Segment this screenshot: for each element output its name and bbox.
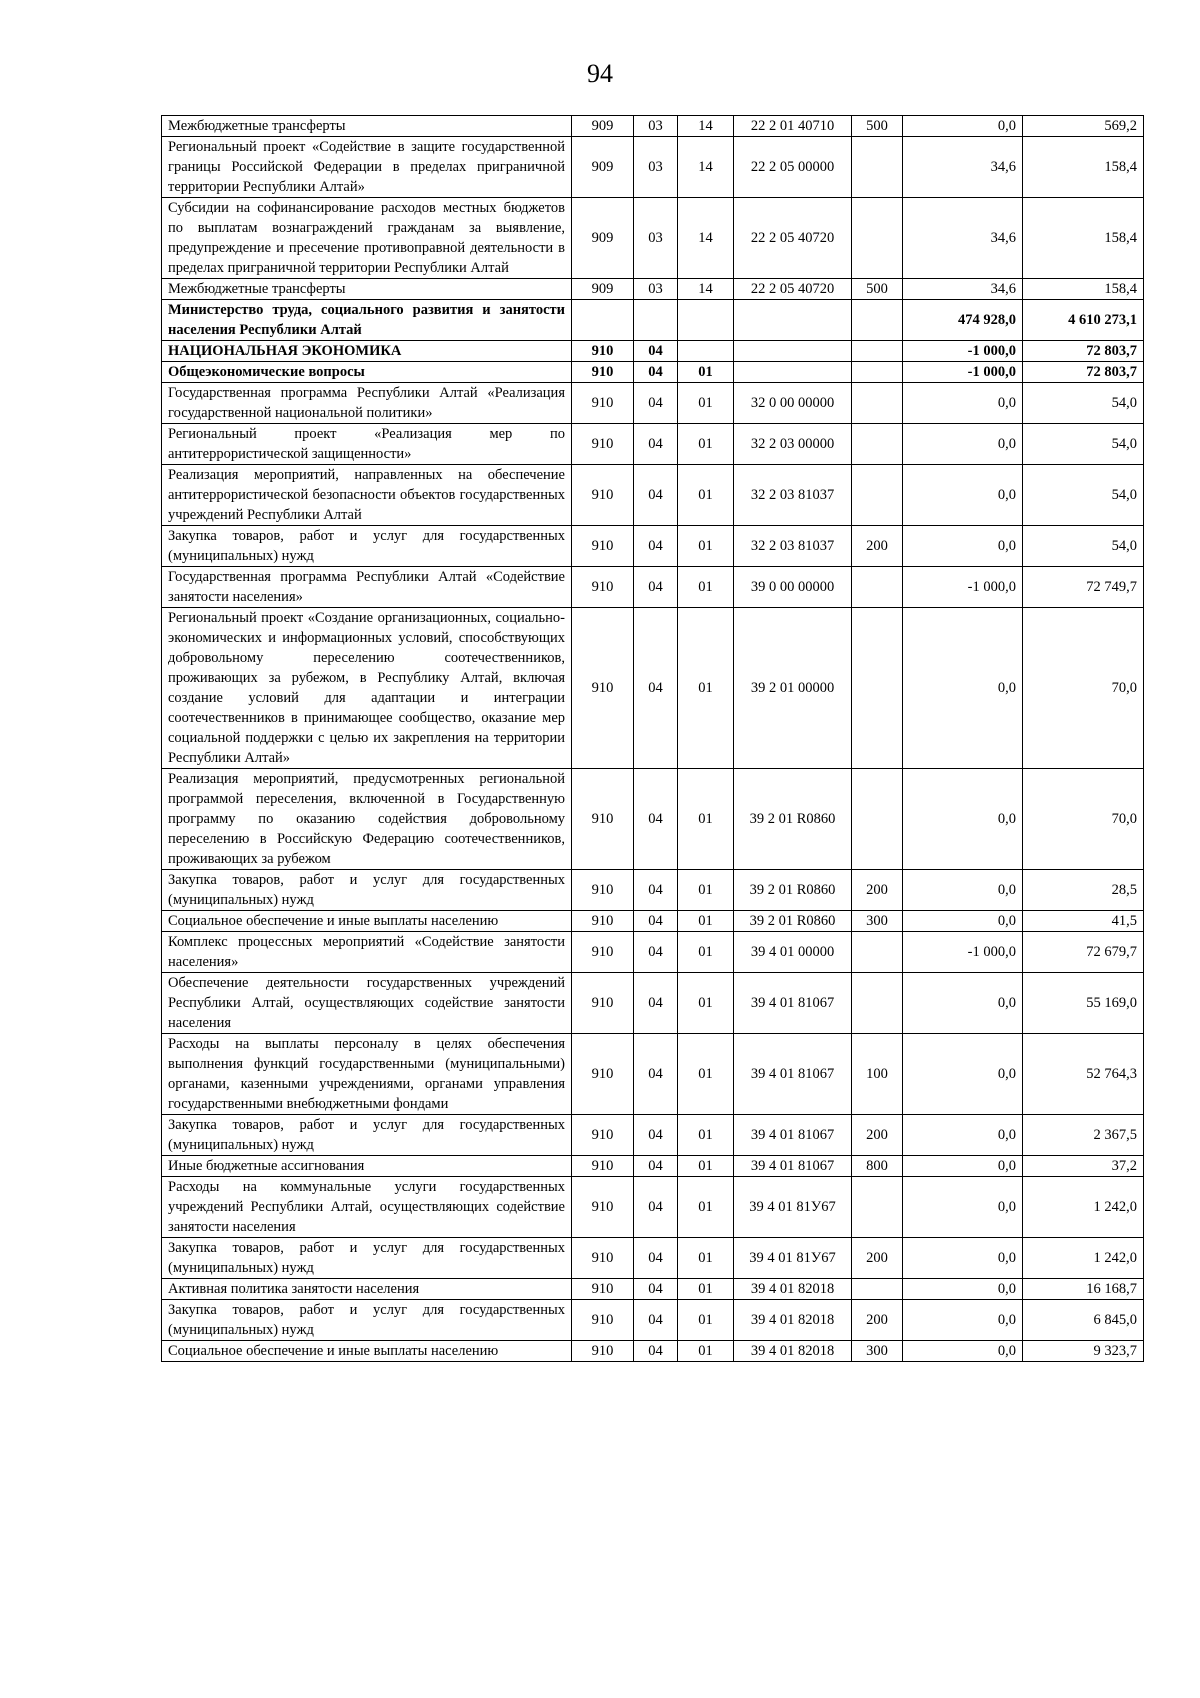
subsection-code-cell: 01 xyxy=(678,1115,734,1156)
amount-change-cell: 0,0 xyxy=(903,424,1023,465)
row-name-cell: Расходы на выплаты персоналу в целях обеспечения выполнения функций государственными (муниципальными) органами, казенными учреждениями, органами управления государственными внебюджетными фондами xyxy=(162,1034,572,1115)
amount-total-cell: 55 169,0 xyxy=(1023,973,1144,1034)
amount-change-cell: 0,0 xyxy=(903,1156,1023,1177)
subsection-code-cell: 01 xyxy=(678,1341,734,1362)
amount-change-cell: 0,0 xyxy=(903,1341,1023,1362)
section-code-cell: 04 xyxy=(634,1341,678,1362)
table-row xyxy=(162,300,1144,341)
subsection-code-cell: 01 xyxy=(678,424,734,465)
expense-type-code-cell xyxy=(852,137,903,198)
ministry-code-cell: 910 xyxy=(572,341,634,362)
row-name-cell: Общеэкономические вопросы xyxy=(162,362,572,383)
amount-change-cell: 0,0 xyxy=(903,1279,1023,1300)
amount-total-cell: 52 764,3 xyxy=(1023,1034,1144,1115)
amount-total-cell: 54,0 xyxy=(1023,465,1144,526)
expense-type-code-cell xyxy=(852,608,903,769)
expense-type-code-cell xyxy=(852,1177,903,1238)
section-code-cell: 03 xyxy=(634,198,678,279)
target-item-code-cell: 39 4 01 82018 xyxy=(734,1341,852,1362)
ministry-code-cell: 910 xyxy=(572,526,634,567)
table-row xyxy=(162,465,1144,526)
table-row xyxy=(162,567,1144,608)
subsection-code-cell: 01 xyxy=(678,362,734,383)
row-name-cell: Региональный проект «Содействие в защите государственной границы Российской Федерации в пределах приграничной территории Республики Алтай» xyxy=(162,137,572,198)
ministry-code-cell: 910 xyxy=(572,911,634,932)
target-item-code-cell: 22 2 05 40720 xyxy=(734,198,852,279)
amount-change-cell: 0,0 xyxy=(903,1177,1023,1238)
subsection-code-cell: 01 xyxy=(678,608,734,769)
table-row xyxy=(162,424,1144,465)
section-code-cell: 04 xyxy=(634,1115,678,1156)
expense-type-code-cell xyxy=(852,973,903,1034)
section-code-cell: 04 xyxy=(634,383,678,424)
table-row xyxy=(162,526,1144,567)
expense-type-code-cell: 200 xyxy=(852,526,903,567)
row-name-cell: Реализация мероприятий, направленных на обеспечение антитеррористической безопасности объектов государственных учреждений Республики Алтай xyxy=(162,465,572,526)
amount-change-cell: 0,0 xyxy=(903,465,1023,526)
row-name-cell: Государственная программа Республики Алтай «Содействие занятости населения» xyxy=(162,567,572,608)
budget-table xyxy=(161,115,1144,1362)
table-row xyxy=(162,198,1144,279)
row-name-cell: Региональный проект «Реализация мер по антитеррористической защищенности» xyxy=(162,424,572,465)
expense-type-code-cell: 100 xyxy=(852,1034,903,1115)
row-name-cell: Расходы на коммунальные услуги государственных учреждений Республики Алтай, осуществляющих содействие занятости населения xyxy=(162,1177,572,1238)
ministry-code-cell: 910 xyxy=(572,1034,634,1115)
table-row xyxy=(162,870,1144,911)
row-name-cell: Закупка товаров, работ и услуг для государственных (муниципальных) нужд xyxy=(162,1115,572,1156)
target-item-code-cell: 39 4 01 82018 xyxy=(734,1300,852,1341)
expense-type-code-cell xyxy=(852,769,903,870)
expense-type-code-cell: 300 xyxy=(852,1341,903,1362)
ministry-code-cell: 909 xyxy=(572,137,634,198)
amount-total-cell: 54,0 xyxy=(1023,383,1144,424)
target-item-code-cell: 22 2 05 00000 xyxy=(734,137,852,198)
section-code-cell: 04 xyxy=(634,362,678,383)
ministry-code-cell: 910 xyxy=(572,1341,634,1362)
expense-type-code-cell xyxy=(852,567,903,608)
row-name-cell: Закупка товаров, работ и услуг для государственных (муниципальных) нужд xyxy=(162,526,572,567)
section-code-cell: 04 xyxy=(634,608,678,769)
section-code-cell: 04 xyxy=(634,870,678,911)
amount-change-cell: 0,0 xyxy=(903,973,1023,1034)
row-name-cell: Комплекс процессных мероприятий «Содействие занятости населения» xyxy=(162,932,572,973)
row-name-cell: Обеспечение деятельности государственных учреждений Республики Алтай, осуществляющих содействие занятости населения xyxy=(162,973,572,1034)
section-code-cell: 04 xyxy=(634,341,678,362)
expense-type-code-cell xyxy=(852,383,903,424)
subsection-code-cell: 01 xyxy=(678,1279,734,1300)
target-item-code-cell: 32 2 03 81037 xyxy=(734,465,852,526)
target-item-code-cell: 39 4 01 82018 xyxy=(734,1279,852,1300)
amount-change-cell: 0,0 xyxy=(903,911,1023,932)
target-item-code-cell: 39 2 01 R0860 xyxy=(734,769,852,870)
section-code-cell: 04 xyxy=(634,1034,678,1115)
amount-change-cell: 0,0 xyxy=(903,1034,1023,1115)
ministry-code-cell: 909 xyxy=(572,279,634,300)
amount-total-cell: 70,0 xyxy=(1023,608,1144,769)
subsection-code-cell: 01 xyxy=(678,870,734,911)
section-code-cell: 04 xyxy=(634,424,678,465)
amount-change-cell: 0,0 xyxy=(903,116,1023,137)
target-item-code-cell: 22 2 01 40710 xyxy=(734,116,852,137)
ministry-code-cell: 910 xyxy=(572,1300,634,1341)
section-code-cell: 04 xyxy=(634,526,678,567)
target-item-code-cell: 32 2 03 00000 xyxy=(734,424,852,465)
table-row xyxy=(162,137,1144,198)
target-item-code-cell: 32 0 00 00000 xyxy=(734,383,852,424)
table-row xyxy=(162,911,1144,932)
subsection-code-cell: 14 xyxy=(678,116,734,137)
amount-change-cell: 34,6 xyxy=(903,279,1023,300)
row-name-cell: Закупка товаров, работ и услуг для государственных (муниципальных) нужд xyxy=(162,1300,572,1341)
section-code-cell: 04 xyxy=(634,1156,678,1177)
table-row xyxy=(162,973,1144,1034)
row-name-cell: Активная политика занятости населения xyxy=(162,1279,572,1300)
ministry-code-cell: 910 xyxy=(572,424,634,465)
table-row xyxy=(162,932,1144,973)
page-number: 94 xyxy=(587,59,613,88)
section-code-cell: 04 xyxy=(634,932,678,973)
section-code-cell: 04 xyxy=(634,1300,678,1341)
table-row xyxy=(162,1034,1144,1115)
table-row xyxy=(162,1177,1144,1238)
section-code-cell: 04 xyxy=(634,973,678,1034)
target-item-code-cell: 39 2 01 00000 xyxy=(734,608,852,769)
amount-change-cell: 34,6 xyxy=(903,198,1023,279)
amount-total-cell: 569,2 xyxy=(1023,116,1144,137)
target-item-code-cell: 39 4 01 81У67 xyxy=(734,1238,852,1279)
target-item-code-cell: 39 4 01 81067 xyxy=(734,1156,852,1177)
ministry-code-cell: 910 xyxy=(572,1279,634,1300)
amount-total-cell: 28,5 xyxy=(1023,870,1144,911)
subsection-code-cell: 01 xyxy=(678,383,734,424)
expense-type-code-cell: 500 xyxy=(852,279,903,300)
target-item-code-cell: 39 0 00 00000 xyxy=(734,567,852,608)
amount-total-cell: 2 367,5 xyxy=(1023,1115,1144,1156)
amount-change-cell: 0,0 xyxy=(903,526,1023,567)
table-row xyxy=(162,1300,1144,1341)
section-code-cell: 03 xyxy=(634,137,678,198)
row-name-cell: Межбюджетные трансферты xyxy=(162,279,572,300)
section-code-cell: 04 xyxy=(634,1177,678,1238)
row-name-cell: Закупка товаров, работ и услуг для государственных (муниципальных) нужд xyxy=(162,1238,572,1279)
table-row xyxy=(162,1238,1144,1279)
ministry-code-cell: 910 xyxy=(572,973,634,1034)
subsection-code-cell: 01 xyxy=(678,465,734,526)
expense-type-code-cell: 200 xyxy=(852,1238,903,1279)
subsection-code-cell: 01 xyxy=(678,1300,734,1341)
target-item-code-cell: 39 4 01 81067 xyxy=(734,973,852,1034)
amount-total-cell: 16 168,7 xyxy=(1023,1279,1144,1300)
expense-type-code-cell xyxy=(852,300,903,341)
target-item-code-cell: 39 2 01 R0860 xyxy=(734,911,852,932)
amount-change-cell: -1 000,0 xyxy=(903,362,1023,383)
subsection-code-cell: 14 xyxy=(678,198,734,279)
ministry-code-cell: 910 xyxy=(572,567,634,608)
ministry-code-cell: 910 xyxy=(572,769,634,870)
table-row xyxy=(162,769,1144,870)
table-row xyxy=(162,341,1144,362)
ministry-code-cell: 910 xyxy=(572,1115,634,1156)
ministry-code-cell: 910 xyxy=(572,608,634,769)
amount-total-cell: 1 242,0 xyxy=(1023,1177,1144,1238)
target-item-code-cell xyxy=(734,300,852,341)
section-code-cell: 03 xyxy=(634,116,678,137)
amount-change-cell: 0,0 xyxy=(903,1300,1023,1341)
amount-total-cell: 72 803,7 xyxy=(1023,362,1144,383)
section-code-cell: 04 xyxy=(634,769,678,870)
table-row xyxy=(162,383,1144,424)
table-row xyxy=(162,1115,1144,1156)
expense-type-code-cell: 200 xyxy=(852,870,903,911)
amount-total-cell: 41,5 xyxy=(1023,911,1144,932)
subsection-code-cell: 01 xyxy=(678,1177,734,1238)
target-item-code-cell: 39 4 01 81067 xyxy=(734,1034,852,1115)
row-name-cell: Социальное обеспечение и иные выплаты населению xyxy=(162,1341,572,1362)
expense-type-code-cell xyxy=(852,341,903,362)
amount-total-cell: 158,4 xyxy=(1023,279,1144,300)
row-name-cell: Межбюджетные трансферты xyxy=(162,116,572,137)
section-code-cell: 04 xyxy=(634,911,678,932)
amount-change-cell: 0,0 xyxy=(903,870,1023,911)
subsection-code-cell: 01 xyxy=(678,769,734,870)
row-name-cell: Государственная программа Республики Алтай «Реализация государственной национальной политики» xyxy=(162,383,572,424)
section-code-cell: 04 xyxy=(634,567,678,608)
amount-total-cell: 72 679,7 xyxy=(1023,932,1144,973)
ministry-code-cell: 910 xyxy=(572,870,634,911)
target-item-code-cell: 22 2 05 40720 xyxy=(734,279,852,300)
subsection-code-cell: 01 xyxy=(678,911,734,932)
subsection-code-cell xyxy=(678,341,734,362)
expense-type-code-cell xyxy=(852,932,903,973)
amount-total-cell: 72 749,7 xyxy=(1023,567,1144,608)
table-row xyxy=(162,1279,1144,1300)
amount-total-cell: 54,0 xyxy=(1023,526,1144,567)
ministry-code-cell: 910 xyxy=(572,1238,634,1279)
target-item-code-cell: 39 4 01 81У67 xyxy=(734,1177,852,1238)
table-row xyxy=(162,116,1144,137)
target-item-code-cell xyxy=(734,362,852,383)
expense-type-code-cell xyxy=(852,362,903,383)
expense-type-code-cell: 200 xyxy=(852,1115,903,1156)
target-item-code-cell xyxy=(734,341,852,362)
subsection-code-cell: 01 xyxy=(678,932,734,973)
section-code-cell: 04 xyxy=(634,465,678,526)
amount-total-cell: 9 323,7 xyxy=(1023,1341,1144,1362)
ministry-code-cell xyxy=(572,300,634,341)
amount-change-cell: 0,0 xyxy=(903,608,1023,769)
amount-change-cell: 34,6 xyxy=(903,137,1023,198)
amount-change-cell: -1 000,0 xyxy=(903,567,1023,608)
row-name-cell: Субсидии на софинансирование расходов местных бюджетов по выплатам вознаграждений гражданам за выявление, предупреждение и пресечение противоправной деятельности в пределах приграничной территории Республики Алтай xyxy=(162,198,572,279)
section-code-cell: 04 xyxy=(634,1238,678,1279)
ministry-code-cell: 910 xyxy=(572,1156,634,1177)
ministry-code-cell: 910 xyxy=(572,932,634,973)
expense-type-code-cell: 300 xyxy=(852,911,903,932)
ministry-code-cell: 910 xyxy=(572,465,634,526)
row-name-cell: Реализация мероприятий, предусмотренных региональной программой переселения, включенной в Государственную программу по оказанию содействия добровольному переселению в Российскую Федерацию соотечественников, проживающих за рубежом xyxy=(162,769,572,870)
table-row xyxy=(162,1341,1144,1362)
ministry-code-cell: 910 xyxy=(572,383,634,424)
table-row xyxy=(162,279,1144,300)
table-row xyxy=(162,1156,1144,1177)
amount-change-cell: 0,0 xyxy=(903,769,1023,870)
amount-total-cell: 4 610 273,1 xyxy=(1023,300,1144,341)
amount-total-cell: 158,4 xyxy=(1023,137,1144,198)
row-name-cell: Закупка товаров, работ и услуг для государственных (муниципальных) нужд xyxy=(162,870,572,911)
target-item-code-cell: 39 4 01 81067 xyxy=(734,1115,852,1156)
subsection-code-cell: 01 xyxy=(678,973,734,1034)
expense-type-code-cell: 200 xyxy=(852,1300,903,1341)
section-code-cell: 03 xyxy=(634,279,678,300)
amount-total-cell: 37,2 xyxy=(1023,1156,1144,1177)
amount-change-cell: 0,0 xyxy=(903,1238,1023,1279)
amount-change-cell: 474 928,0 xyxy=(903,300,1023,341)
amount-change-cell: -1 000,0 xyxy=(903,341,1023,362)
expense-type-code-cell: 800 xyxy=(852,1156,903,1177)
subsection-code-cell: 01 xyxy=(678,1034,734,1115)
row-name-cell: Иные бюджетные ассигнования xyxy=(162,1156,572,1177)
expense-type-code-cell xyxy=(852,1279,903,1300)
row-name-cell: Региональный проект «Создание организационных, социально-экономических и информационных условий, способствующих добровольному переселению соотечественников, проживающих за рубежом, в Республику Алтай, включая создание условий для адаптации и интеграции соотечественников в принимающее сообщество, оказание мер социальной поддержки с целью их закрепления на территории Республики Алтай» xyxy=(162,608,572,769)
section-code-cell xyxy=(634,300,678,341)
expense-type-code-cell xyxy=(852,424,903,465)
amount-total-cell: 70,0 xyxy=(1023,769,1144,870)
table-row xyxy=(162,362,1144,383)
subsection-code-cell: 01 xyxy=(678,1156,734,1177)
amount-change-cell: -1 000,0 xyxy=(903,932,1023,973)
amount-change-cell: 0,0 xyxy=(903,1115,1023,1156)
ministry-code-cell: 909 xyxy=(572,116,634,137)
section-code-cell: 04 xyxy=(634,1279,678,1300)
ministry-code-cell: 909 xyxy=(572,198,634,279)
row-name-cell: НАЦИОНАЛЬНАЯ ЭКОНОМИКА xyxy=(162,341,572,362)
amount-total-cell: 54,0 xyxy=(1023,424,1144,465)
amount-total-cell: 6 845,0 xyxy=(1023,1300,1144,1341)
target-item-code-cell: 39 4 01 00000 xyxy=(734,932,852,973)
expense-type-code-cell xyxy=(852,198,903,279)
subsection-code-cell: 01 xyxy=(678,526,734,567)
target-item-code-cell: 39 2 01 R0860 xyxy=(734,870,852,911)
row-name-cell: Министерство труда, социального развития и занятости населения Республики Алтай xyxy=(162,300,572,341)
amount-total-cell: 158,4 xyxy=(1023,198,1144,279)
subsection-code-cell: 14 xyxy=(678,137,734,198)
expense-type-code-cell: 500 xyxy=(852,116,903,137)
expense-type-code-cell xyxy=(852,465,903,526)
amount-change-cell: 0,0 xyxy=(903,383,1023,424)
amount-total-cell: 72 803,7 xyxy=(1023,341,1144,362)
ministry-code-cell: 910 xyxy=(572,362,634,383)
subsection-code-cell: 01 xyxy=(678,567,734,608)
target-item-code-cell: 32 2 03 81037 xyxy=(734,526,852,567)
subsection-code-cell: 01 xyxy=(678,1238,734,1279)
row-name-cell: Социальное обеспечение и иные выплаты населению xyxy=(162,911,572,932)
ministry-code-cell: 910 xyxy=(572,1177,634,1238)
subsection-code-cell: 14 xyxy=(678,279,734,300)
amount-total-cell: 1 242,0 xyxy=(1023,1238,1144,1279)
table-row xyxy=(162,608,1144,769)
subsection-code-cell xyxy=(678,300,734,341)
